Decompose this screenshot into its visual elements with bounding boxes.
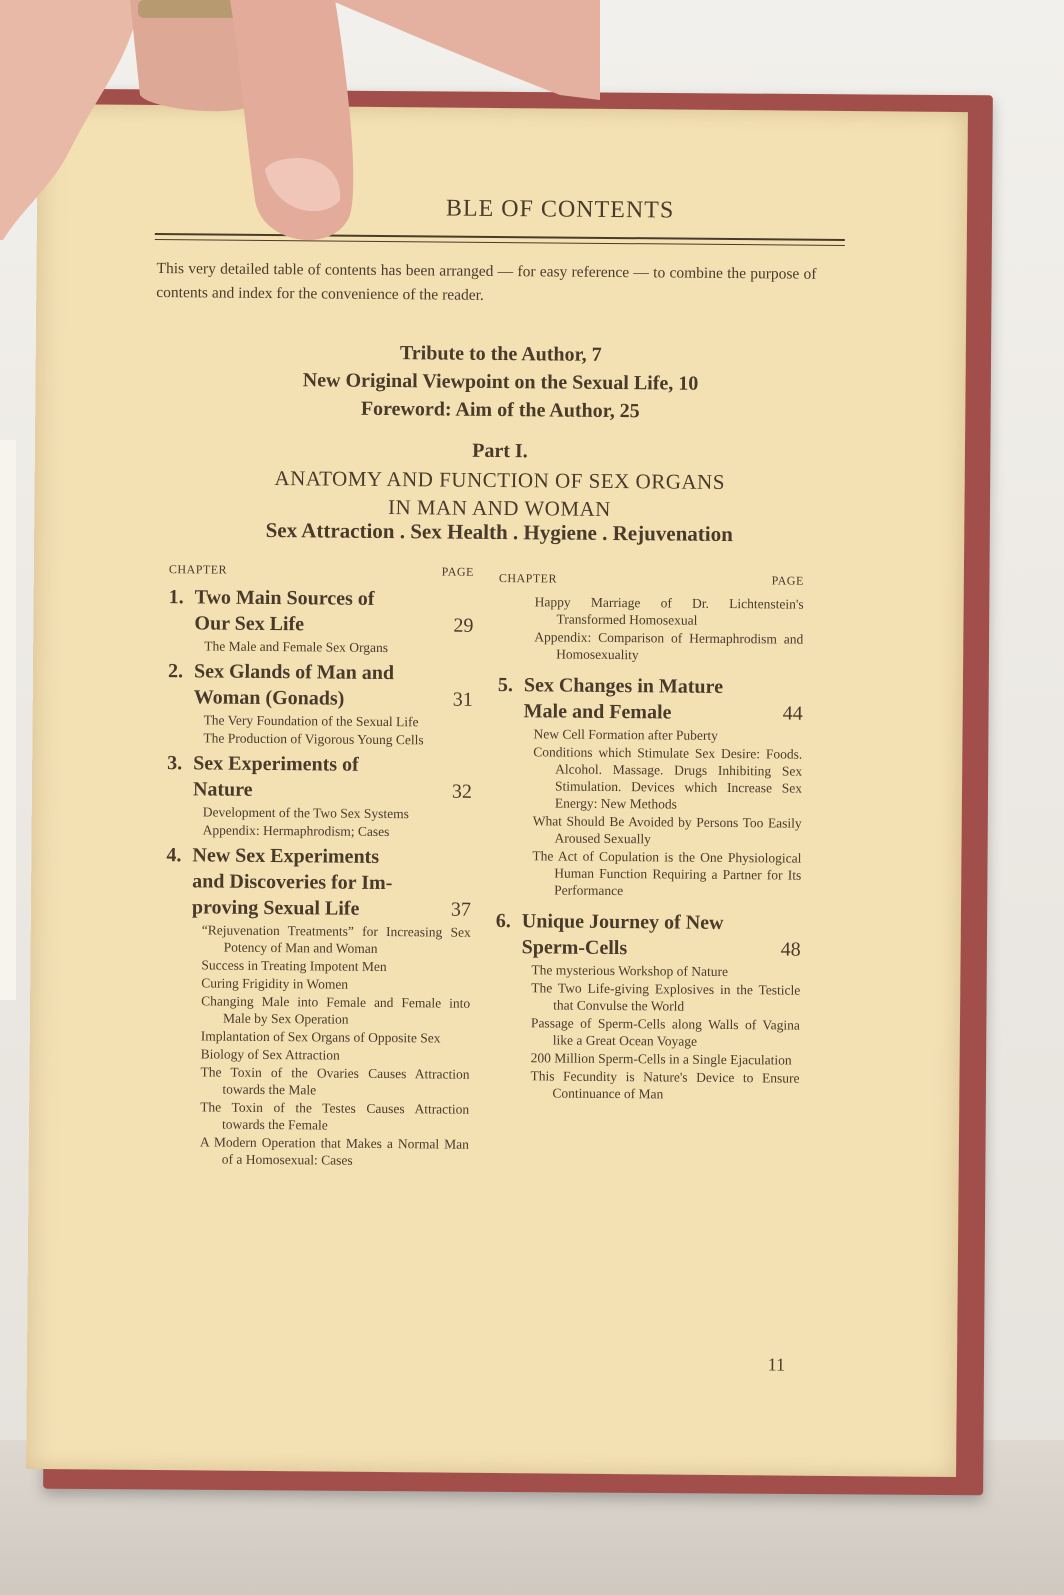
left-column (164, 561, 474, 1170)
chapter-4-page: 37 (450, 898, 472, 921)
chapter-6-entry: This Fecundity is Nature's Device to Ensure Continuance of Man (530, 1068, 800, 1102)
chapter-4-entry: Implantation of Sex Organs of Opposite Sex (200, 1028, 441, 1046)
chapter-4-entry: The Toxin of the Testes Causes Attraction towards the Female (200, 1099, 470, 1133)
contents-header (155, 193, 845, 226)
chapter-2-page: 31 (452, 688, 473, 711)
chapter-3-entry: Appendix: Hermaphrodism; Cases (202, 822, 390, 840)
chapter-1-page: 29 (453, 614, 474, 637)
front-matter-tribute: Tribute to the Author, 7 (399, 342, 602, 366)
part-title-line2: IN MAN AND WOMAN (387, 495, 612, 521)
continued-entry: Appendix: Comparison of Hermaphrodism and Homosexuality (534, 629, 804, 663)
continued-entry: Happy Marriage of Dr. Lichtenstein's Transformed Homosexual (534, 594, 804, 628)
chapter-6-entry: Passage of Sperm-Cells along Walls of Vagina like a Great Ocean Voyage (530, 1015, 801, 1049)
chapter-1-entry: The Male and Female Sex Organs (204, 638, 389, 656)
chapter-label: CHAPTER (168, 562, 228, 577)
right-column-header (499, 570, 804, 590)
page-label: PAGE (441, 564, 474, 579)
chapter-5-entry: Conditions which Stimulate Sex Desire: Foods. Alcohol. Massage. Drugs Inhibiting Sex Stimulation. Devices which Increase Sex Energy: New Methods (533, 744, 803, 812)
chapter-6-entry: 200 Million Sperm-Cells in a Single Ejaculation (530, 1050, 792, 1068)
chapter-5-entry: The Act of Copulation is the One Physiological Human Function Requiring a Partner for Its Performance (532, 848, 802, 899)
right-column (494, 570, 804, 1104)
part-subtopics: Sex Attraction . Sex Health . Hygiene . Rejuvenation (265, 517, 733, 547)
front-matter-viewpoint: New Original Viewpoint on the Sexual Life, 10 (302, 369, 699, 395)
chapter-5-entry: What Should Be Avoided by Persons Too Easily Aroused Sexually (532, 813, 802, 847)
contents-title: BLE OF CONTENTS (445, 195, 675, 224)
chapter-4-entry: Curing Frigidity in Women (201, 975, 349, 992)
page-number: 11 (767, 1354, 786, 1375)
chapter-4-entry: The Toxin of the Ovaries Causes Attraction towards the Male (200, 1064, 470, 1098)
chapter-2-entry: The Very Foundation of the Sexual Life (203, 712, 419, 730)
book-page (26, 104, 968, 1477)
chapter-4-entry: A Modern Operation that Makes a Normal Man of a Homosexual: Cases (199, 1134, 469, 1168)
part-title-line1: ANATOMY AND FUNCTION OF SEX ORGANS (274, 466, 726, 494)
chapter-6-page: 48 (780, 938, 801, 961)
chapter-5-heading[interactable]: 5. Sex Changes in Mature 44 Male and Female (497, 674, 803, 725)
chapter-5-entry: New Cell Formation after Puberty (533, 726, 719, 743)
chapter-2-entry: The Production of Vigorous Young Cells (203, 730, 424, 748)
chapter-3-page: 32 (451, 780, 473, 803)
left-column-header (169, 561, 474, 581)
chapter-label: CHAPTER (498, 571, 558, 586)
chapter-3-heading[interactable]: 3. Sex Experiments of 32 Nature (167, 752, 473, 803)
chapter-6-entry: The Two Life-giving Explosives in the Testicle that Convulse the World (531, 980, 801, 1014)
front-matter (35, 336, 966, 428)
part-label: Part I. (472, 439, 528, 463)
intro-text: This very detailed table of contents has been arranged — for easy reference — to combine the purpose of contents and index for the convenience of the reader. (156, 260, 817, 304)
page-label: PAGE (771, 573, 804, 588)
chapter-3-entry: Development of the Two Sex Systems (202, 804, 410, 822)
chapter-4-heading[interactable]: 4. New Sex Experiments and Discoveries for Im- 37 proving Sexual Life (166, 844, 472, 921)
chapter-2-heading[interactable]: 2. Sex Glands of Man and 31 Woman (Gonads) (167, 660, 473, 711)
chapter-6-entry: The mysterious Workshop of Nature (531, 962, 729, 980)
chapter-4-entry: Biology of Sex Attraction (200, 1046, 340, 1063)
chapter-6-heading[interactable]: 6. Unique Journey of New 48 Sperm-Cells (495, 909, 801, 961)
chapter-4-entry: Success in Treating Impotent Men (201, 957, 387, 975)
chapter-1-heading[interactable]: 1. Two Main Sources of 29 Our Sex Life (168, 586, 474, 637)
chapter-4-entry: “Rejuvenation Treatments” for Increasing Sex Potency of Man and Woman (201, 922, 471, 956)
chapter-5-page: 44 (782, 702, 803, 725)
adjacent-page-edge (0, 440, 16, 1000)
chapter-4-entry: Changing Male into Female and Female into Male by Sex Operation (201, 993, 471, 1027)
front-matter-foreword: Foreword: Aim of the Author, 25 (360, 397, 640, 423)
